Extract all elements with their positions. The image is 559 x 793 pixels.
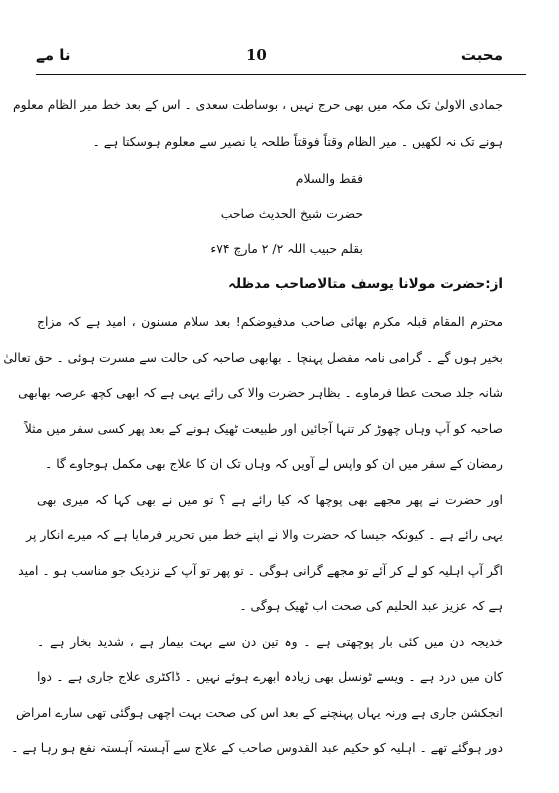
running-header-title: محبت: [460, 46, 503, 64]
body-line: دور ہوگئے تھے ۔ اہلیہ کو حکیم عبد القدوس صاحب کے علاج سے آہستہ آہستہ نفع ہو رہا ہے ۔: [11, 740, 503, 755]
body-line: بخیر ہوں گے ۔ گرامی نامہ مفصل پہنچا ۔ بھابھی صاحبہ کی حالت سے مسرت ہوئی ۔ حق تعالیٰ: [3, 350, 503, 365]
intro-line: ہونے تک نہ لکھیں ۔ میر الظام وقتاً فوقتاً طلحہ یا نصیر سے معلوم ہوسکتا ہے ۔: [92, 134, 503, 149]
body-line: صاحبہ کو آپ وہاں چھوڑ کر تنہا آجائیں اور طبیعت ٹھیک ہونے کے بعد پھر کسی سفر میں مثلاً: [24, 421, 503, 436]
body-line: اگر آپ اہلیہ کو لے کر آئے تو مجھے گرانی ہوگی ۔ تو پھر تو آپ کے نزدیک جو مناسب ہو ۔ امید: [18, 563, 503, 578]
letter-heading: از:حضرت مولانا یوسف متالاصاحب مدظلہ: [228, 276, 503, 292]
body-line: محترم المقام قبلہ مکرم بھائی صاحب مدفیوضکم! بعد سلام مسنون ، امید ہے کہ مزاج: [37, 314, 503, 329]
header-rule: [36, 74, 526, 75]
body-line: رمضان کے سفر میں ان کو واپس لے آویں کہ وہاں تک ان کا علاج بھی مکمل ہوجاوے گا ۔: [45, 456, 503, 471]
body-line: انجکشن جاری ہے ورنہ یہاں پہنچنے کے بعد اس کی صحت بہت اچھی ہوگئی تھی سارے امراض: [15, 705, 503, 720]
intro-line: جمادی الاولیٰ تک مکہ میں بھی حرج نہیں ، بوساطت سعدی ۔ اس کے بعد خط میر الظام معلوم: [12, 97, 503, 112]
closing-author: حضرت شیخ الحدیث صاحب: [220, 206, 363, 221]
running-header-left: نا مے: [36, 46, 71, 64]
body-line: کان میں درد ہے ۔ ویسے ٹونسل بھی زیادہ ابھرے ہوئے نہیں ۔ ڈاکٹری علاج جاری ہے ۔ دوا: [37, 669, 503, 684]
closing-salutation: فقط والسلام: [295, 171, 363, 186]
closing-scribe: بقلم حبیب اللہ ۲/ ۲ مارچ ۷۴ء: [210, 241, 363, 256]
body-line: یہی رائے ہے ۔ کیونکہ جیسا کہ حضرت والا نے اپنے خط میں تحریر فرمایا ہے کہ میرے انکار پر: [26, 527, 503, 542]
body-line: خدیجہ دن میں کئی بار پوچھتی ہے ۔ وہ تین دن سے بہت بیمار ہے ، شدید بخار ہے ۔: [37, 634, 503, 649]
body-line: ہے کہ عزیز عبد الحلیم کی صحت اب ٹھیک ہوگی ۔: [239, 598, 503, 613]
page-number: 10: [246, 46, 267, 64]
body-line: اور حضرت نے پھر مجھے بھی پوچھا کہ کیا رائے ہے ؟ تو میں نے بھی کہا کہ میری بھی: [37, 492, 503, 507]
body-line: شانہ جلد صحت عطا فرماوے ۔ بظاہر حضرت والا کی رائے یہی ہے کہ ابھی کچھ عرصہ بھابھی: [18, 385, 503, 400]
